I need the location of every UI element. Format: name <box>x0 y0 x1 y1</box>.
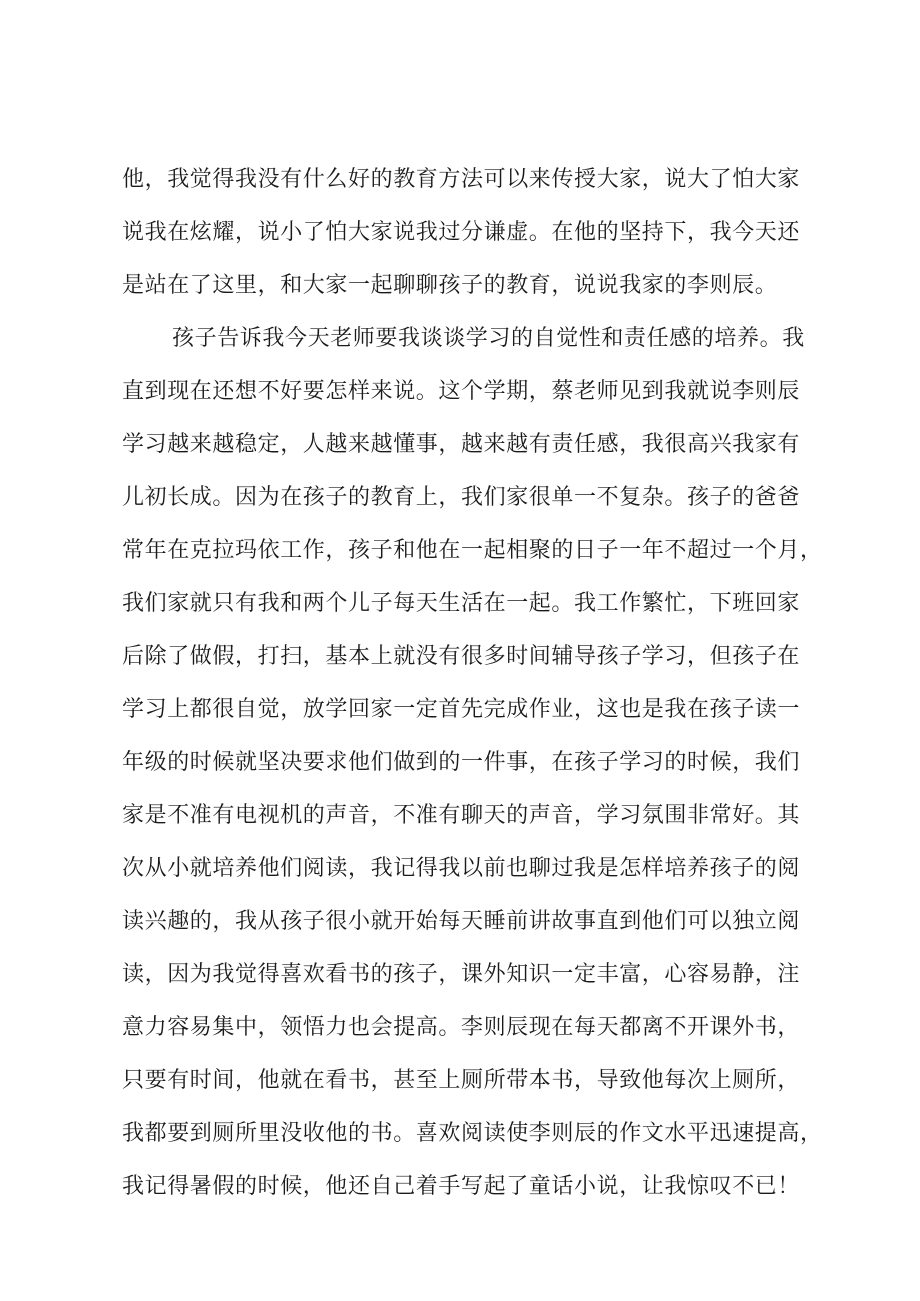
paragraph-2-line-5: 常年在克拉玛依工作，孩子和他在一起相聚的日子一年不超过一个月， <box>122 538 823 563</box>
paragraph-2-line-3: 学习越来越稳定，人越来越懂事，越来越有责任感，我很高兴我家有 <box>122 432 801 457</box>
paragraph-2-line-11: 次从小就培养他们阅读，我记得我以前也聊过我是怎样培养孩子的阅 <box>122 856 801 881</box>
paragraph-2-line-13: 读，因为我觉得喜欢看书的孩子，课外知识一定丰富，心容易静，注 <box>122 962 801 987</box>
paragraph-2-line-7: 后除了做假，打扫，基本上就没有很多时间辅导孩子学习，但孩子在 <box>122 644 801 669</box>
paragraph-2-line-1: 孩子告诉我今天老师要我谈谈学习的自觉性和责任感的培养。我 <box>172 326 805 351</box>
paragraph-2-line-17: 我记得暑假的时候，他还自己着手写起了童话小说，让我惊叹不已！ <box>122 1174 801 1199</box>
paragraph-2-line-10: 家是不准有电视机的声音，不准有聊天的声音，学习氛围非常好。其 <box>122 803 801 828</box>
paragraph-1-line-1: 他，我觉得我没有什么好的教育方法可以来传授大家，说大了怕大家 <box>122 167 801 192</box>
paragraph-2-line-9: 年级的时候就坚决要求他们做到的一件事，在孩子学习的时候，我们 <box>122 750 801 775</box>
paragraph-1-line-3: 是站在了这里，和大家一起聊聊孩子的教育，说说我家的李则辰。 <box>122 273 778 298</box>
paragraph-2-line-8: 学习上都很自觉，放学回家一定首先完成作业，这也是我在孩子读一 <box>122 697 801 722</box>
paragraph-2-line-16: 我都要到厕所里没收他的书。喜欢阅读使李则辰的作文水平迅速提高， <box>122 1121 823 1146</box>
paragraph-2-line-4: 儿初长成。因为在孩子的教育上，我们家很单一不复杂。孩子的爸爸 <box>122 485 801 510</box>
paragraph-2-line-15: 只要有时间，他就在看书，甚至上厕所带本书，导致他每次上厕所， <box>122 1068 801 1093</box>
paragraph-2-line-14: 意力容易集中，领悟力也会提高。李则辰现在每天都离不开课外书， <box>122 1015 801 1040</box>
paragraph-1-line-2: 说我在炫耀，说小了怕大家说我过分谦虚。在他的坚持下，我今天还 <box>122 220 801 245</box>
paragraph-2-line-12: 读兴趣的，我从孩子很小就开始每天睡前讲故事直到他们可以独立阅 <box>122 909 801 934</box>
paragraph-2-line-6: 我们家就只有我和两个儿子每天生活在一起。我工作繁忙，下班回家 <box>122 591 801 616</box>
paragraph-2-line-2: 直到现在还想不好要怎样来说。这个学期，蔡老师见到我就说李则辰 <box>122 379 801 404</box>
